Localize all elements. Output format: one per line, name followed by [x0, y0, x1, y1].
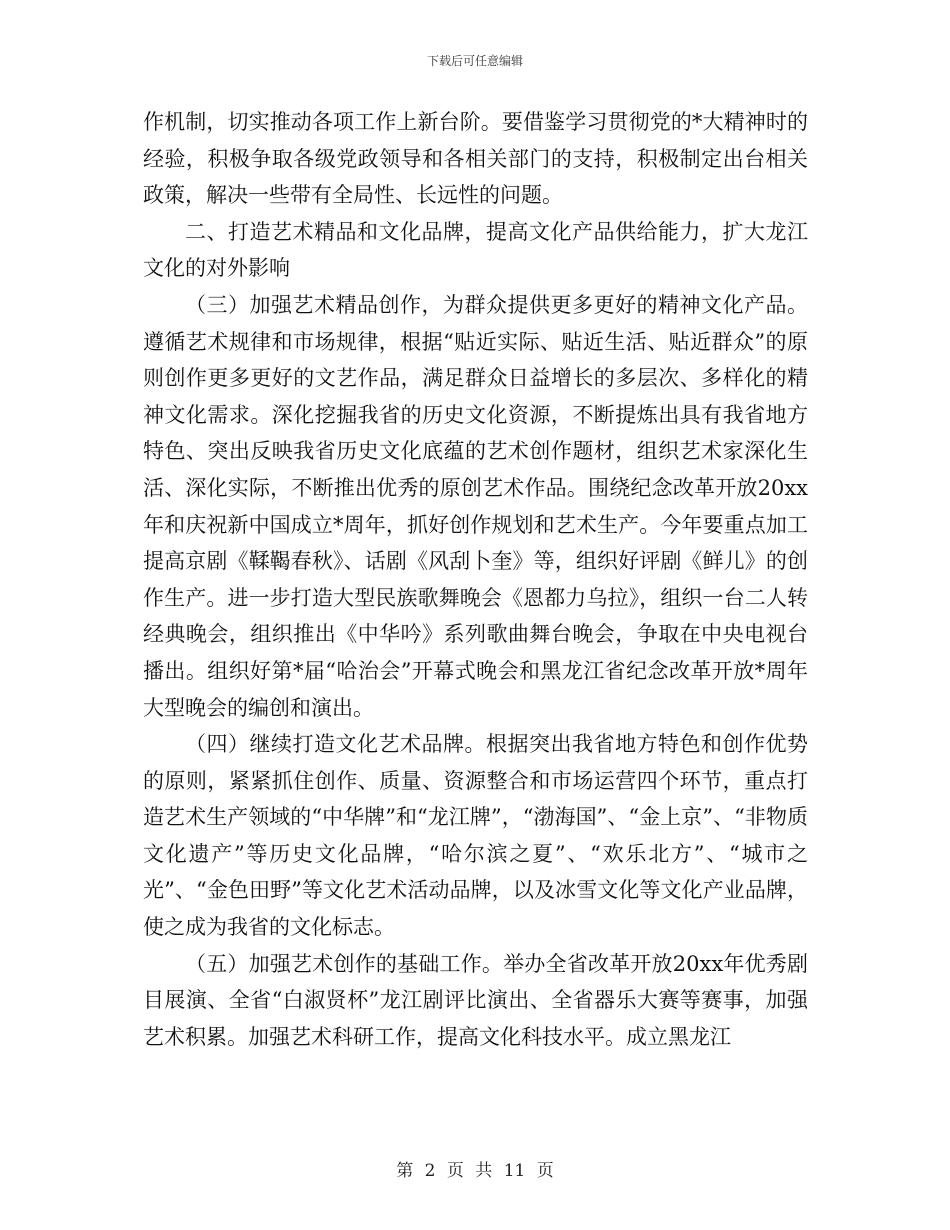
body-paragraph-4: （四）继续打造文化艺术品牌。根据突出我省地方特色和创作优势的原则，紧紧抓住创作、质量、资源整合和市场运营四个环节，重点打造艺术生产领域的“中华牌”和“龙江牌”，“渤海国”、“金上京”、“非物质文化遗产”等历史文化品牌，“哈尔滨之夏”、“欢乐北方”、“城市之光”、“金色田野”等文化艺术活动品牌，以及冰雪文化等文化产业品牌，使之成为我省的文化标志。 — [143, 732, 808, 940]
section-heading-2: 二、打造艺术精品和文化品牌，提高文化产品供给能力，扩大龙江文化的对外影响 — [143, 219, 808, 281]
document-body — [143, 104, 808, 1055]
body-paragraph-5: （五）加强艺术创作的基础工作。举办全省改革开放20xx年优秀剧目展演、全省“白淑贤杯”龙江剧评比演出、全省器乐大赛等赛事，加强艺术积累。加强艺术科研工作，提高文化科技水平。成立黑龙江 — [143, 951, 808, 1049]
body-paragraph-3: （三）加强艺术精品创作，为群众提供更多更好的精神文化产品。遵循艺术规律和市场规律，根据“贴近实际、贴近生活、贴近群众”的原则创作更多更好的文艺作品，满足群众日益增长的多层次、多样化的精神文化需求。深化挖掘我省的历史文化资源，不断提炼出具有我省地方特色、突出反映我省历史文化底蕴的艺术创作题材，组织艺术家深化生活、深化实际，不断推出优秀的原创艺术作品。围绕纪念改革开放20xx年和庆祝新中国成立*周年，抓好创作规划和艺术生产。今年要重点加工提高京剧《鞣鞨春秋》、话剧《风刮卜奎》等，组织好评剧《鲜儿》的创作生产。进一步打造大型民族歌舞晚会《恩都力乌拉》，组织一台二人转经典晚会，组织推出《中华吟》系列歌曲舞台晚会，争取在中央电视台播出。组织好第*届“哈治会”开幕式晚会和黑龙江省纪念改革开放*周年大型晚会的编创和演出。 — [143, 292, 808, 720]
body-paragraph-1: 作机制，切实推动各项工作上新台阶。要借鉴学习贯彻党的*大精神时的经验，积极争取各级党政领导和各相关部门的支持，积极制定出台相关政策，解决一些带有全局性、长远性的问题。 — [143, 110, 808, 208]
page-number-footer: 第 2 页 共 11 页 — [396, 1161, 554, 1181]
page-header-note: 下载后可任意编辑 — [426, 54, 523, 68]
